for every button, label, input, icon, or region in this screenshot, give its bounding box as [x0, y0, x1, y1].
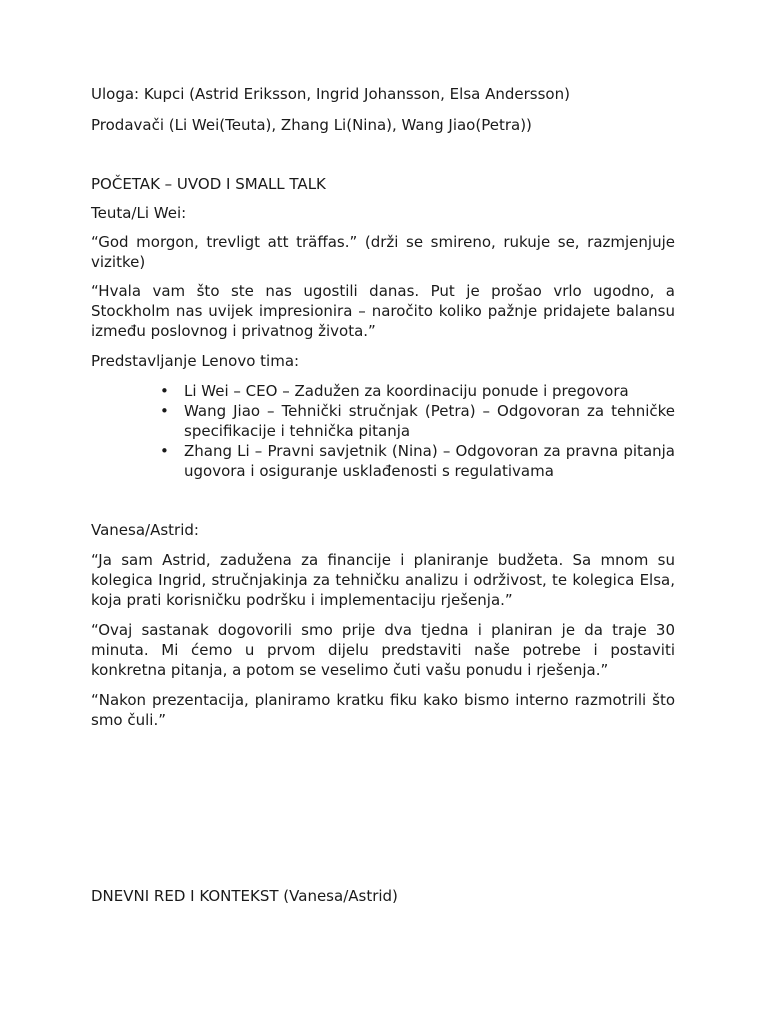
bullet-icon: • — [160, 402, 169, 420]
team-member-text: Zhang Li – Pravni savjetnik (Nina) – Odgovoran za pravna pitanja ugovora i osiguranje usklađenosti s regulativama — [184, 442, 675, 480]
intro-speaker: Teuta/Li Wei: — [91, 204, 187, 222]
list-item — [158, 441, 675, 481]
team-intro-line: Predstavljanje Lenovo tima: — [91, 352, 300, 370]
buyer-paragraph-3: “Nakon prezentacija, planiramo kratku fiku kako bismo interno razmotrili što smo čuli.” — [91, 691, 675, 729]
buyer-speaker: Vanesa/Astrid: — [91, 521, 199, 539]
list-item — [158, 401, 675, 441]
greeting-paragraph: “God morgon, trevligt att träffas.” (drži se smireno, rukuje se, razmjenjuje vizitke) — [91, 233, 675, 271]
agenda-heading: DNEVNI RED I KONTEKST (Vanesa/Astrid) — [91, 887, 398, 905]
team-members-list — [158, 381, 675, 481]
team-member-text: Wang Jiao – Tehnički stručnjak (Petra) – Odgovoran za tehničke specifikacije i tehnička pitanja — [184, 402, 675, 440]
thanks-paragraph: “Hvala vam što ste nas ugostili danas. Put je prošao vrlo ugodno, a Stockholm nas uvijek impresionira – naročito koliko pažnje pridajete balansu između poslovnog i privatnog života.” — [91, 282, 675, 340]
team-member-text: Li Wei – CEO – Zadužen za koordinaciju ponude i pregovora — [184, 382, 629, 400]
bullet-icon: • — [160, 442, 169, 460]
intro-heading: POČETAK – UVOD I SMALL TALK — [91, 175, 326, 193]
buyer-paragraph-1: “Ja sam Astrid, zadužena za financije i planiranje budžeta. Sa mnom su kolegica Ingrid, stručnjakinja za tehničku analizu i održivost, te kolegica Elsa, koja prati korisničku podršku i implementaciju rješenja.” — [91, 551, 675, 609]
bullet-icon: • — [160, 382, 169, 400]
roles-sellers-line: Prodavači (Li Wei(Teuta), Zhang Li(Nina), Wang Jiao(Petra)) — [91, 116, 532, 134]
list-item — [158, 381, 675, 401]
roles-buyers-line: Uloga: Kupci (Astrid Eriksson, Ingrid Johansson, Elsa Andersson) — [91, 85, 570, 103]
buyer-paragraph-2: “Ovaj sastanak dogovorili smo prije dva tjedna i planiran je da traje 30 minuta. Mi ćemo u prvom dijelu predstaviti naše potrebe i postaviti konkretna pitanja, a potom se veselimo čuti vašu ponudu i rješenja.” — [91, 621, 675, 679]
